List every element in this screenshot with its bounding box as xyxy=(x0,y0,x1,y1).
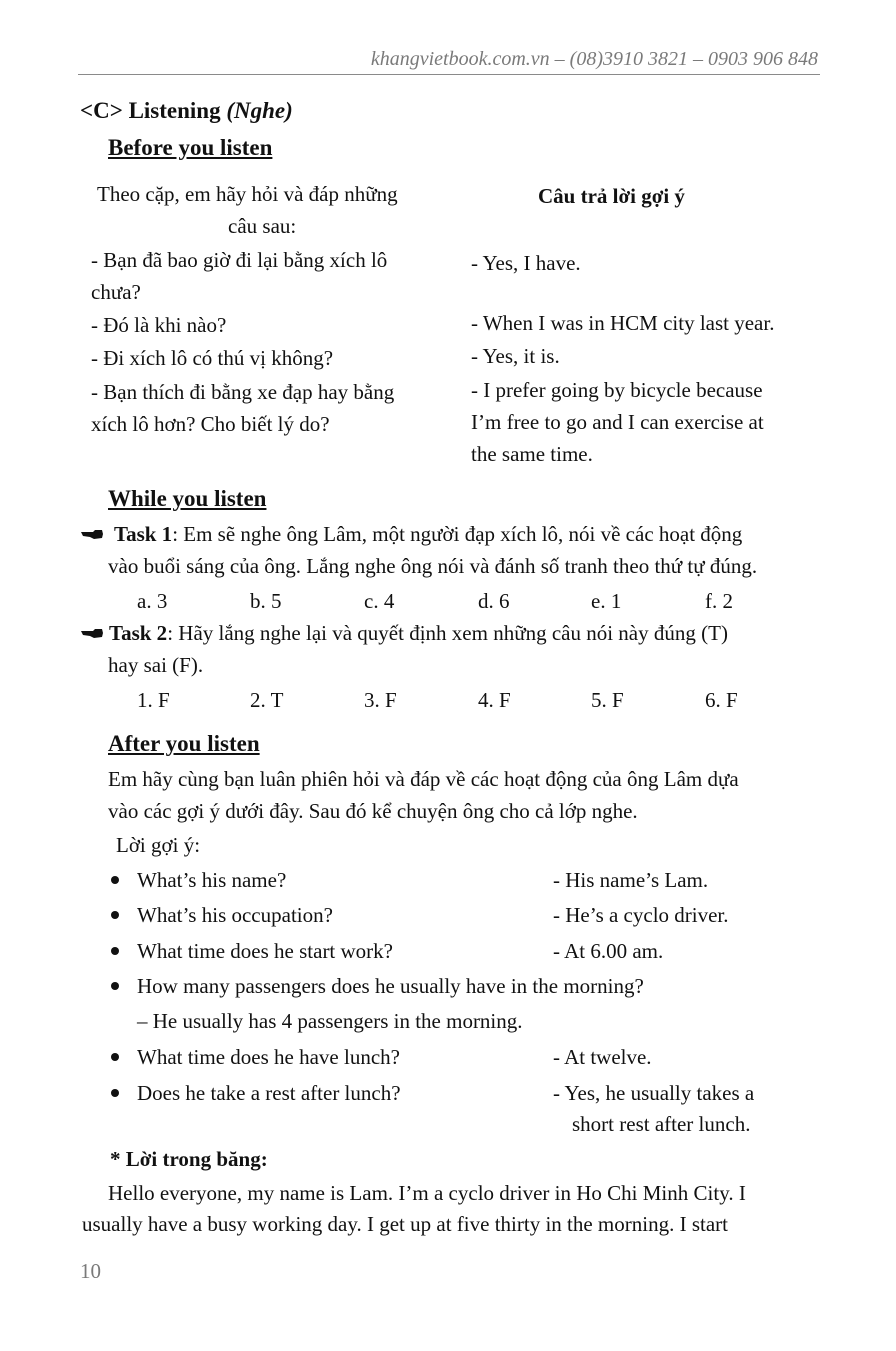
section-title-main: <C> Listening xyxy=(80,98,227,123)
hint-question: Does he take a rest after lunch? xyxy=(137,1081,401,1105)
task1-answer: e. 1 xyxy=(591,589,622,613)
task2-answer: 6. F xyxy=(705,688,738,712)
before-answer-4-line1: - I prefer going by bicycle because xyxy=(471,378,763,402)
header-rule xyxy=(78,74,820,75)
hint-label: Lời gợi ý: xyxy=(116,833,201,857)
bullet-dot xyxy=(111,911,119,919)
before-question-4-line1: - Bạn thích đi bằng xe đạp hay bằng xyxy=(91,380,395,404)
pointing-hand-icon xyxy=(80,627,104,640)
task2-answer: 1. F xyxy=(137,688,170,712)
task2-text: : Hãy lắng nghe lại và quyết định xem những câu nói này đúng (T) xyxy=(167,621,728,645)
task1-label: Task 1 xyxy=(114,522,173,546)
after-intro-line1: Em hãy cùng bạn luân phiên hỏi và đáp về các hoạt động của ông Lâm dựa xyxy=(108,767,739,791)
hint-question: What’s his occupation? xyxy=(137,903,333,927)
after-intro-line2: vào các gợi ý dưới đây. Sau đó kể chuyện ông cho cả lớp nghe. xyxy=(108,799,638,823)
task2-label: Task 2 xyxy=(109,621,168,645)
hint-answer: - Yes, he usually takes a xyxy=(553,1081,755,1105)
bullet-dot xyxy=(111,1053,119,1061)
task2-line2: hay sai (F). xyxy=(108,653,204,677)
before-heading: Before you listen xyxy=(108,135,273,160)
task1-answer: f. 2 xyxy=(705,589,733,613)
before-question-3: - Đi xích lô có thú vị không? xyxy=(91,346,334,370)
page-number: 10 xyxy=(80,1259,101,1283)
before-left-header-line2: câu sau: xyxy=(228,214,297,238)
bullet-dot xyxy=(111,876,119,884)
while-heading: While you listen xyxy=(108,486,267,511)
task2-answer: 5. F xyxy=(591,688,624,712)
task1-answer: c. 4 xyxy=(364,589,395,613)
tape-line1: Hello everyone, my name is Lam. I’m a cyclo driver in Ho Chi Minh City. I xyxy=(108,1181,746,1205)
hint-question: What time does he have lunch? xyxy=(137,1045,400,1069)
hint-answer: - He’s a cyclo driver. xyxy=(553,903,729,927)
task1-answer: b. 5 xyxy=(250,589,282,613)
before-right-header: Câu trả lời gợi ý xyxy=(538,184,685,208)
hint-question: How many passengers does he usually have in the morning? xyxy=(137,974,644,998)
before-question-1-line2: chưa? xyxy=(91,280,141,304)
before-answer-1: - Yes, I have. xyxy=(471,251,581,275)
task1-line2: vào buổi sáng của ông. Lắng nghe ông nói và đánh số tranh theo thứ tự đúng. xyxy=(108,554,758,578)
task2-answer: 2. T xyxy=(250,688,284,712)
bullet-dot xyxy=(111,1089,119,1097)
before-answer-4-line3: the same time. xyxy=(471,442,593,466)
hint-question: What’s his name? xyxy=(137,868,287,892)
section-title-italic: (Nghe) xyxy=(226,98,293,123)
before-question-1-line1: - Bạn đã bao giờ đi lại bằng xích lô xyxy=(91,248,388,272)
hint-answer: - At 6.00 am. xyxy=(553,939,664,963)
before-question-2: - Đó là khi nào? xyxy=(91,313,227,337)
task1-line1 xyxy=(114,522,742,547)
before-question-4-line2: xích lô hơn? Cho biết lý do? xyxy=(91,412,330,436)
page-header: khangvietbook.com.vn – (08)3910 3821 – 0903 906 848 xyxy=(370,48,818,70)
hint-question: What time does he start work? xyxy=(137,939,393,963)
hint-answer: - His name’s Lam. xyxy=(553,868,709,892)
task2-line1 xyxy=(109,621,728,646)
after-heading: After you listen xyxy=(108,731,260,756)
hint-answer: - At twelve. xyxy=(553,1045,652,1069)
bullet-dot xyxy=(111,947,119,955)
tape-line2: usually have a busy working day. I get up at five thirty in the morning. I start xyxy=(82,1212,728,1236)
before-answer-4-line2: I’m free to go and I can exercise at xyxy=(471,410,764,434)
task1-answer: a. 3 xyxy=(137,589,168,613)
hint-answer-continued: short rest after lunch. xyxy=(572,1112,751,1136)
task1-text: : Em sẽ nghe ông Lâm, một người đạp xích lô, nói về các hoạt động xyxy=(172,522,743,546)
section-title xyxy=(80,98,293,124)
hint-answer: – He usually has 4 passengers in the morning. xyxy=(137,1009,523,1033)
tape-label: * Lời trong băng: xyxy=(110,1147,268,1171)
task2-answer: 3. F xyxy=(364,688,397,712)
task2-answer: 4. F xyxy=(478,688,511,712)
task1-answer: d. 6 xyxy=(478,589,510,613)
bullet-dot xyxy=(111,982,119,990)
before-answer-2: - When I was in HCM city last year. xyxy=(471,311,775,335)
before-left-header-line1: Theo cặp, em hãy hỏi và đáp những xyxy=(97,182,398,206)
pointing-hand-icon xyxy=(80,528,104,541)
before-answer-3: - Yes, it is. xyxy=(471,344,560,368)
